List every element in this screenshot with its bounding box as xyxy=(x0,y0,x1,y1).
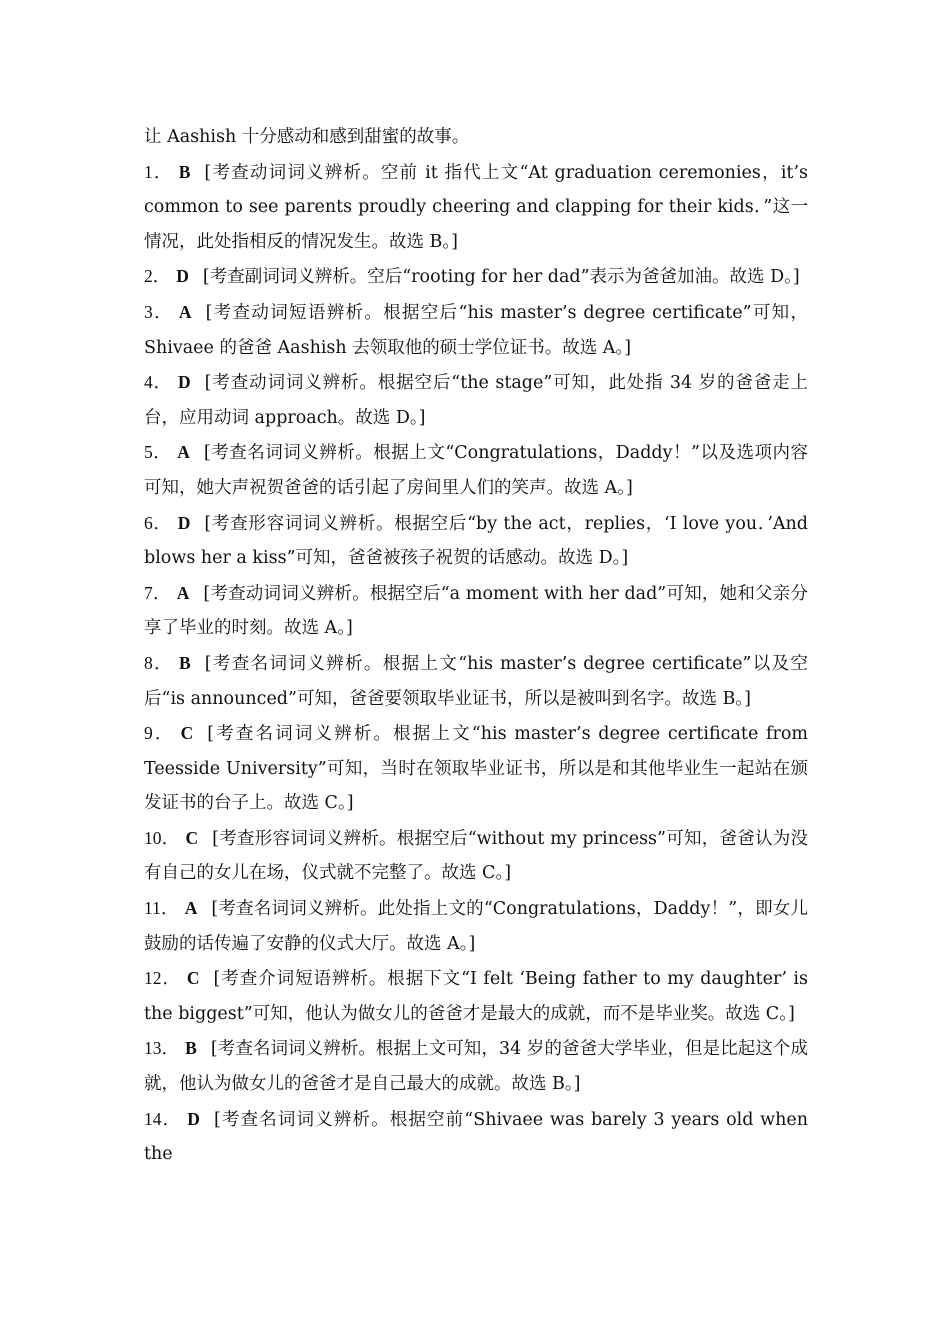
answer-item xyxy=(144,961,808,1031)
item-number: 11． xyxy=(144,898,179,919)
answer-item xyxy=(144,1102,808,1172)
item-explanation: [考查动词短语辨析。根据空后“his master’s degree certificate”可知，Shivaee 的爸爸 Aashish 去领取他的硕士学位证书。故选 A。] xyxy=(144,302,809,358)
item-explanation: [考查形容词词义辨析。根据空后“by the act，replies，‘I love you．’And blows her a kiss”可知，爸爸被孩子祝贺的话感动。故选 D。] xyxy=(144,513,809,569)
item-answer: D xyxy=(187,1108,200,1129)
answer-item xyxy=(144,155,808,260)
item-explanation: [考查副词词义辨析。空后“rooting for her dad”表示为爸爸加油。故选 D。] xyxy=(202,267,800,288)
item-number: 4． xyxy=(144,372,173,393)
answer-item xyxy=(144,821,808,891)
item-answer: D xyxy=(176,266,189,287)
answer-item xyxy=(144,1031,808,1101)
answer-list xyxy=(144,155,808,1172)
answer-item xyxy=(144,506,808,576)
item-explanation: [考查介词短语辨析。根据下文“I felt ‘Being father to my daughter’ is the biggest”可知，他认为做女儿的爸爸才是最大的成就，而不是毕业奖。故选 C。] xyxy=(144,969,809,1024)
item-number: 10． xyxy=(144,827,180,848)
answer-item xyxy=(144,646,808,716)
item-number: 1． xyxy=(144,161,173,182)
answer-item xyxy=(144,435,808,505)
item-answer: D xyxy=(178,372,191,393)
item-answer: C xyxy=(185,827,199,848)
item-number: 8． xyxy=(144,652,173,673)
item-number: 9． xyxy=(144,723,175,744)
item-answer: B xyxy=(185,1038,197,1059)
item-explanation: [考查名词词义辨析。根据上文“Congratulations，Daddy！”以及选项内容可知，她大声祝贺爸爸的话引起了房间里人们的笑声。故选 A。] xyxy=(144,443,808,498)
answer-item xyxy=(144,295,808,365)
item-explanation: [考查形容词词义辨析。根据空后“without my princess”可知，爸爸认为没有自己的女儿在场，仪式就不完整了。故选 C。] xyxy=(144,828,808,884)
item-answer: C xyxy=(186,968,200,989)
item-answer: A xyxy=(176,582,190,603)
item-answer: D xyxy=(177,512,191,533)
item-explanation: [考查名词词义辨析。根据空前“Shivaee was barely 3 years old when the xyxy=(144,1109,808,1165)
item-explanation: [考查动词词义辨析。空前 it 指代上文“At graduation ceremonies，it’s common to see parents proudly cheering and clapping for their kids．”这一情况，此处指相反的情况发生。故选 B。] xyxy=(144,162,809,252)
item-explanation: [考查动词词义辨析。根据空后“the stage”可知，此处指 34 岁的爸爸走上台，应用动词 approach。故选 D。] xyxy=(144,373,809,428)
item-explanation: [考查动词词义辨析。根据空后“a moment with her dad”可知，她和父亲分享了毕业的时刻。故选 A。] xyxy=(144,583,808,639)
item-explanation: [考查名词词义辨析。根据上文可知，34 岁的爸爸大学毕业，但是比起这个成就，他认为做女儿的爸爸才是自己最大的成就。故选 B。] xyxy=(144,1039,809,1095)
item-number: 3． xyxy=(144,301,173,322)
answer-item xyxy=(144,576,808,646)
answer-explanations-page xyxy=(144,120,808,1172)
item-answer: A xyxy=(178,301,192,322)
item-number: 13． xyxy=(144,1038,180,1059)
answer-item xyxy=(144,891,808,961)
answer-item xyxy=(144,716,808,821)
item-number: 7． xyxy=(144,582,171,603)
item-answer: A xyxy=(184,898,198,919)
item-number: 14． xyxy=(144,1108,182,1129)
item-answer: C xyxy=(180,723,194,744)
item-number: 5． xyxy=(144,442,172,463)
item-number: 12． xyxy=(144,968,181,989)
answer-item xyxy=(144,259,808,295)
item-number: 6． xyxy=(144,512,172,533)
intro-line: 让 Aashish 十分感动和感到甜蜜的故事。 xyxy=(144,127,470,147)
item-answer: B xyxy=(179,652,191,673)
item-number: 2． xyxy=(144,266,171,287)
item-explanation: [考查名词词义辨析。根据上文“his master’s degree certificate”以及空后“is announced”可知，爸爸要领取毕业证书，所以是被叫到名字。故选 B。] xyxy=(144,653,808,709)
item-answer: B xyxy=(178,161,191,182)
answer-item xyxy=(144,365,808,435)
item-answer: A xyxy=(177,442,190,463)
item-explanation: [考查名词词义辨析。此处指上文的“Congratulations，Daddy！”，即女儿鼓励的话传遍了安静的仪式大厅。故选 A。] xyxy=(144,899,808,954)
item-explanation: [考查名词词义辨析。根据上文“his master’s degree certificate from Teesside University”可知，当时在领取毕业证书，所以是和其他毕业生一起站在颁发证书的台子上。故选 C。] xyxy=(144,724,808,814)
